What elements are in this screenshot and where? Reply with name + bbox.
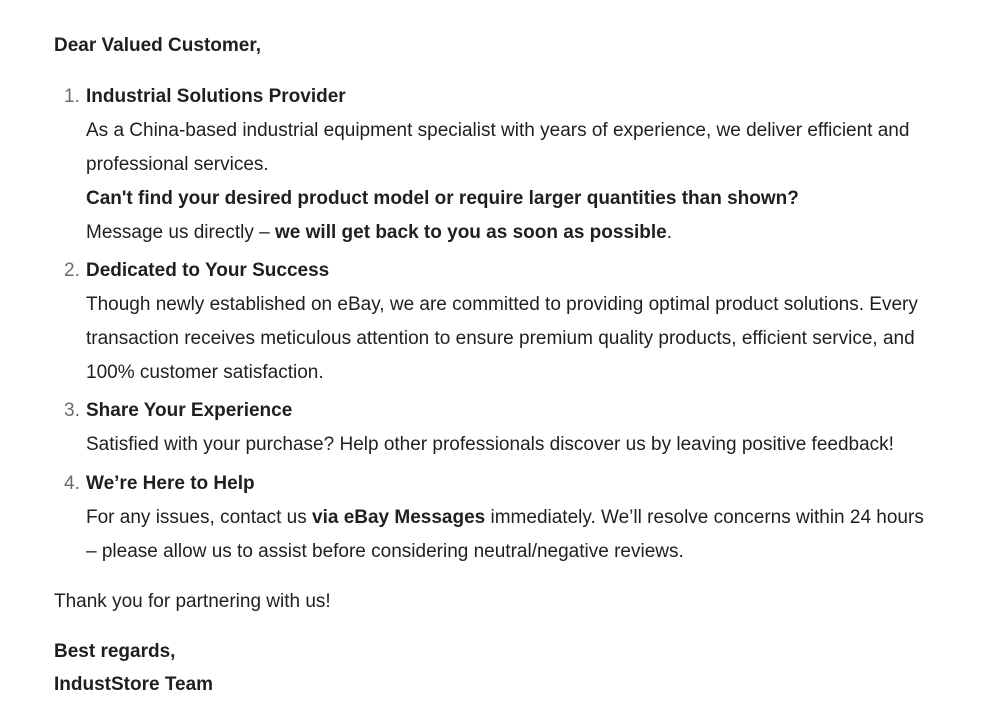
item-4-line-bold: via eBay Messages bbox=[312, 507, 486, 528]
closing-text: Best regards, bbox=[54, 641, 176, 662]
item-2-title: Dedicated to Your Success bbox=[86, 260, 330, 281]
item-1-number: 1. bbox=[64, 86, 80, 107]
item-1-text-line-2: professional services. bbox=[86, 154, 269, 175]
item-2-text-line-1: Though newly established on eBay, we are committed to providing optimal product solutions. Every bbox=[86, 294, 918, 315]
signature-text: IndustStore Team bbox=[54, 674, 214, 695]
thanks-text: Thank you for partnering with us! bbox=[54, 591, 331, 612]
greeting: Dear Valued Customer, bbox=[54, 35, 261, 56]
item-1-bold-question: Can't find your desired product model or require larger quantities than shown? bbox=[86, 188, 799, 209]
item-4-title: We’re Here to Help bbox=[86, 473, 255, 494]
item-1-message-line bbox=[86, 221, 672, 245]
item-1-message-suffix: . bbox=[666, 222, 673, 243]
item-2-number: 2. bbox=[64, 260, 80, 281]
item-2-text-line-2: transaction receives meticulous attention to ensure premium quality products, efficient service, and bbox=[86, 328, 915, 349]
item-3-text-line-1: Satisfied with your purchase? Help other professionals discover us by leaving positive feedback! bbox=[86, 434, 894, 455]
item-4-text-line-2: – please allow us to assist before considering neutral/negative reviews. bbox=[86, 541, 684, 562]
item-3-number: 3. bbox=[64, 400, 80, 421]
item-4-text-line-1 bbox=[86, 506, 924, 530]
item-4-number: 4. bbox=[64, 473, 80, 494]
item-1-text-line-1: As a China-based industrial equipment specialist with years of experience, we deliver efficient and bbox=[86, 120, 910, 141]
item-4-line-prefix: For any issues, contact us bbox=[86, 507, 312, 528]
item-1-title: Industrial Solutions Provider bbox=[86, 86, 346, 107]
item-1-message-prefix: Message us directly – bbox=[86, 222, 276, 243]
item-2-text-line-3: 100% customer satisfaction. bbox=[86, 362, 324, 383]
item-3-title: Share Your Experience bbox=[86, 400, 293, 421]
item-1-message-bold: we will get back to you as soon as possible bbox=[275, 222, 667, 243]
item-4-line-suffix: immediately. We’ll resolve concerns within 24 hours bbox=[485, 507, 924, 528]
